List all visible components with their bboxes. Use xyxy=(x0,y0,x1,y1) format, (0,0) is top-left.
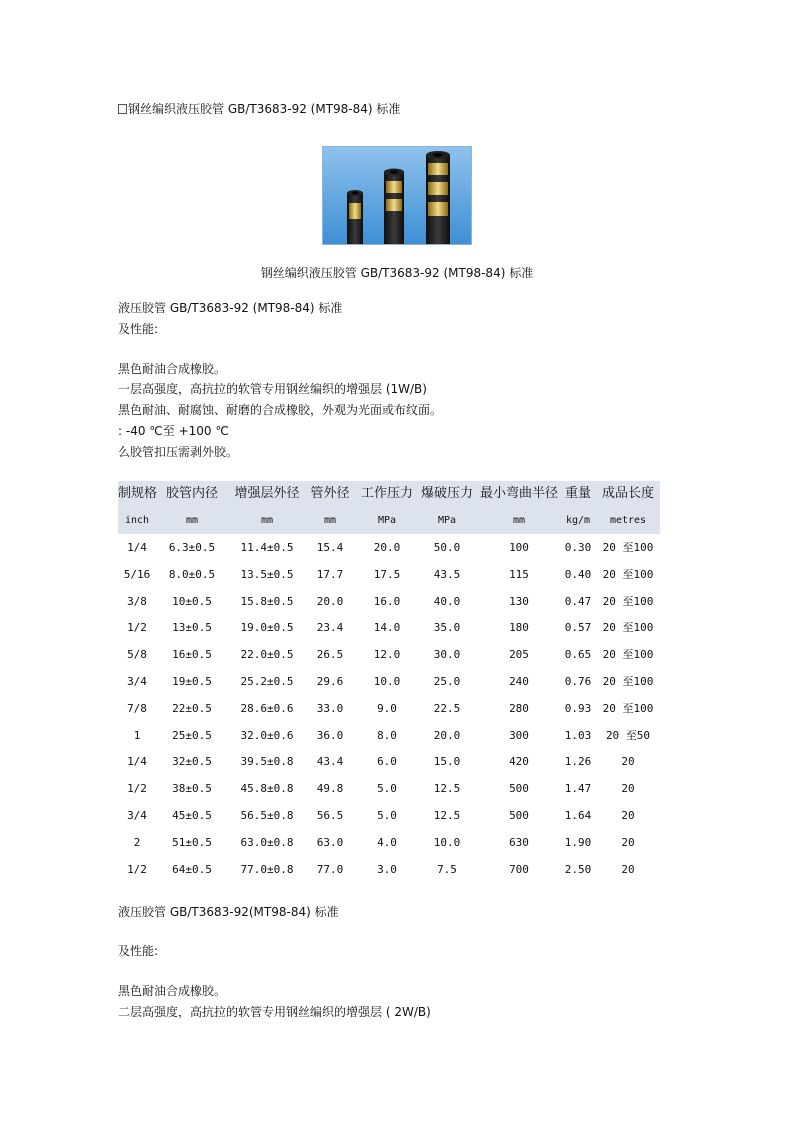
cell-burst-pressure: 25.0 xyxy=(433,675,461,688)
section1-subtitle: 及性能: xyxy=(118,322,159,336)
header-burst-pressure: 爆破压力 xyxy=(420,486,473,501)
cell-size: 1/4 xyxy=(127,755,147,769)
cell-working-pressure: 6.0 xyxy=(377,755,397,769)
cell-inner-diameter: 38±0.5 xyxy=(172,782,212,796)
cell-weight: 0.40 xyxy=(564,567,592,581)
cell-burst-pressure: 12.5 xyxy=(433,809,461,822)
cell-weight: 1.03 xyxy=(564,728,592,742)
cell-size: 3/4 xyxy=(127,675,147,688)
cell-inner-diameter: 19±0.5 xyxy=(172,675,212,688)
cell-size: 5/8 xyxy=(127,648,147,662)
cell-inner-diameter: 16±0.5 xyxy=(172,648,212,662)
cell-burst-pressure: 10.0 xyxy=(433,835,461,849)
image-caption: 钢丝编织液压胶管 GB/T3683-92 (MT98-84) 标准 xyxy=(260,266,534,280)
cell-size: 7/8 xyxy=(127,701,147,715)
unit-size: inch xyxy=(124,515,150,526)
cell-length: 20 xyxy=(621,809,635,822)
cell-burst-pressure: 50.0 xyxy=(433,541,461,554)
cell-weight: 1.47 xyxy=(564,782,592,796)
header-outer-diameter: 管外径 xyxy=(310,486,350,501)
cell-min-bend-radius: 100 xyxy=(509,541,529,554)
cell-min-bend-radius: 500 xyxy=(509,782,529,796)
cell-min-bend-radius: 500 xyxy=(509,809,529,822)
cell-weight: 1.90 xyxy=(564,835,592,849)
cell-reinforcement-od: 39.5±0.8 xyxy=(240,755,294,769)
section1-line-temperature: : -40 ℃至 +100 ℃ xyxy=(118,424,229,438)
cell-outer-diameter: 26.5 xyxy=(316,648,344,662)
cell-size: 3/8 xyxy=(127,594,147,608)
cell-outer-diameter: 15.4 xyxy=(316,541,344,554)
cell-weight: 0.93 xyxy=(564,701,592,715)
cell-inner-diameter: 25±0.5 xyxy=(172,728,212,742)
cell-working-pressure: 12.0 xyxy=(373,648,401,662)
cell-reinforcement-od: 63.0±0.8 xyxy=(240,835,294,849)
unit-reinforcement-od: mm xyxy=(260,515,274,526)
cell-inner-diameter: 8.0±0.5 xyxy=(168,567,216,581)
cell-burst-pressure: 30.0 xyxy=(433,648,461,662)
cell-length: 20 至50 xyxy=(605,728,651,742)
cell-working-pressure: 9.0 xyxy=(377,701,397,715)
cell-min-bend-radius: 630 xyxy=(509,835,529,849)
cell-length: 20 至100 xyxy=(602,675,654,688)
cell-min-bend-radius: 130 xyxy=(509,594,529,608)
cell-working-pressure: 20.0 xyxy=(373,541,401,554)
cell-min-bend-radius: 300 xyxy=(509,728,529,742)
cell-burst-pressure: 20.0 xyxy=(433,728,461,742)
cell-working-pressure: 14.0 xyxy=(373,621,401,635)
cell-reinforcement-od: 77.0±0.8 xyxy=(240,862,294,876)
cell-reinforcement-od: 28.6±0.6 xyxy=(240,701,294,715)
section1-line-inner-tube: 黑色耐油合成橡胶。 xyxy=(118,362,227,376)
section1-line-cover: 黑色耐油、耐腐蚀、耐磨的合成橡胶，外观为光面或布纹面。 xyxy=(118,403,443,417)
cell-working-pressure: 5.0 xyxy=(377,782,397,796)
cell-working-pressure: 17.5 xyxy=(373,567,401,581)
header-inner-diameter: 胶管内径 xyxy=(165,486,218,501)
cell-burst-pressure: 12.5 xyxy=(433,782,461,796)
cell-size: 2 xyxy=(133,835,141,849)
cell-working-pressure: 16.0 xyxy=(373,594,401,608)
cell-reinforcement-od: 22.0±0.5 xyxy=(240,648,294,662)
cell-inner-diameter: 64±0.5 xyxy=(172,862,212,876)
cell-min-bend-radius: 420 xyxy=(509,755,529,769)
cell-outer-diameter: 23.4 xyxy=(316,621,344,635)
cell-inner-diameter: 13±0.5 xyxy=(172,621,212,635)
cell-min-bend-radius: 180 xyxy=(509,621,529,635)
cell-length: 20 至100 xyxy=(602,701,654,715)
cell-size: 1/4 xyxy=(127,541,147,554)
cell-size: 1/2 xyxy=(127,621,147,635)
cell-weight: 0.76 xyxy=(564,675,592,688)
cell-min-bend-radius: 240 xyxy=(509,675,529,688)
section1-line-crimp-note: 么胶管扣压需剥外胶。 xyxy=(118,445,239,459)
cell-length: 20 xyxy=(621,862,635,876)
cell-length: 20 xyxy=(621,835,635,849)
cell-burst-pressure: 35.0 xyxy=(433,621,461,635)
hose-product-image xyxy=(322,146,472,245)
unit-weight: kg/m xyxy=(565,515,591,526)
cell-burst-pressure: 40.0 xyxy=(433,594,461,608)
header-length: 成品长度 xyxy=(601,486,654,501)
cell-reinforcement-od: 32.0±0.6 xyxy=(240,728,294,742)
cell-inner-diameter: 6.3±0.5 xyxy=(168,541,216,554)
document-icon xyxy=(118,104,127,114)
cell-reinforcement-od: 25.2±0.5 xyxy=(240,675,294,688)
unit-working-pressure: MPa xyxy=(377,515,397,526)
cell-size: 5/16 xyxy=(123,567,151,581)
unit-length: metres xyxy=(609,515,647,526)
section1-title: 液压胶管 GB/T3683-92 (MT98-84) 标准 xyxy=(118,301,343,315)
cell-working-pressure: 4.0 xyxy=(377,835,397,849)
document-heading xyxy=(118,101,400,117)
cell-reinforcement-od: 11.4±0.5 xyxy=(240,541,294,554)
cell-min-bend-radius: 205 xyxy=(509,648,529,662)
cell-reinforcement-od: 13.5±0.5 xyxy=(240,567,294,581)
cell-outer-diameter: 33.0 xyxy=(316,701,344,715)
cell-outer-diameter: 49.8 xyxy=(316,782,344,796)
unit-outer-diameter: mm xyxy=(323,515,337,526)
section1-line-reinforcement: 一层高强度，高抗拉的软管专用钢丝编织的增强层 (1W/B) xyxy=(118,382,427,396)
cell-min-bend-radius: 700 xyxy=(509,862,529,876)
header-min-bend-radius: 最小弯曲半径 xyxy=(479,486,558,501)
cell-working-pressure: 10.0 xyxy=(373,675,401,688)
heading-text: 钢丝编织液压胶管 GB/T3683-92 (MT98-84) 标准 xyxy=(128,102,401,116)
section2-subtitle: 及性能: xyxy=(118,944,159,958)
cell-working-pressure: 5.0 xyxy=(377,809,397,822)
cell-outer-diameter: 20.0 xyxy=(316,594,344,608)
cell-size: 3/4 xyxy=(127,809,147,822)
cell-weight: 0.47 xyxy=(564,594,592,608)
cell-outer-diameter: 63.0 xyxy=(316,835,344,849)
cell-size: 1 xyxy=(133,728,141,742)
header-size: 制规格 xyxy=(118,486,158,501)
cell-outer-diameter: 43.4 xyxy=(316,755,344,769)
cell-min-bend-radius: 115 xyxy=(509,567,529,581)
cell-burst-pressure: 43.5 xyxy=(433,567,461,581)
cell-length: 20 xyxy=(621,755,635,769)
cell-weight: 1.64 xyxy=(564,809,592,822)
cell-length: 20 至100 xyxy=(602,621,654,635)
cell-size: 1/2 xyxy=(127,862,147,876)
cell-inner-diameter: 51±0.5 xyxy=(172,835,212,849)
header-working-pressure: 工作压力 xyxy=(360,486,413,501)
cell-weight: 1.26 xyxy=(564,755,592,769)
unit-inner-diameter: mm xyxy=(185,515,199,526)
cell-outer-diameter: 29.6 xyxy=(316,675,344,688)
cell-inner-diameter: 10±0.5 xyxy=(172,594,212,608)
cell-working-pressure: 3.0 xyxy=(377,862,397,876)
cell-reinforcement-od: 19.0±0.5 xyxy=(240,621,294,635)
cell-length: 20 至100 xyxy=(602,541,654,554)
cell-outer-diameter: 17.7 xyxy=(316,567,344,581)
cell-burst-pressure: 7.5 xyxy=(437,862,457,876)
section2-line-inner-tube: 黑色耐油合成橡胶。 xyxy=(118,984,227,998)
cell-outer-diameter: 36.0 xyxy=(316,728,344,742)
cell-length: 20 至100 xyxy=(602,567,654,581)
header-reinforcement-od: 增强层外径 xyxy=(234,486,300,501)
cell-inner-diameter: 32±0.5 xyxy=(172,755,212,769)
unit-min-bend-radius: mm xyxy=(512,515,526,526)
cell-burst-pressure: 22.5 xyxy=(433,701,461,715)
cell-burst-pressure: 15.0 xyxy=(433,755,461,769)
cell-weight: 0.30 xyxy=(564,541,592,554)
cell-reinforcement-od: 45.8±0.8 xyxy=(240,782,294,796)
cell-length: 20 至100 xyxy=(602,594,654,608)
cell-weight: 0.57 xyxy=(564,621,592,635)
cell-inner-diameter: 45±0.5 xyxy=(172,809,212,822)
section2-title: 液压胶管 GB/T3683-92(MT98-84) 标准 xyxy=(118,905,339,919)
cell-weight: 0.65 xyxy=(564,648,592,662)
cell-length: 20 xyxy=(621,782,635,796)
cell-reinforcement-od: 56.5±0.8 xyxy=(240,809,294,822)
cell-working-pressure: 8.0 xyxy=(377,728,397,742)
cell-reinforcement-od: 15.8±0.5 xyxy=(240,594,294,608)
cell-length: 20 至100 xyxy=(602,648,654,662)
section2-line-reinforcement: 二层高强度，高抗拉的软管专用钢丝编织的增强层 ( 2W/B) xyxy=(118,1005,431,1019)
header-weight: 重量 xyxy=(564,486,591,501)
cell-outer-diameter: 56.5 xyxy=(316,809,344,822)
cell-weight: 2.50 xyxy=(564,862,592,876)
cell-min-bend-radius: 280 xyxy=(509,701,529,715)
cell-outer-diameter: 77.0 xyxy=(316,862,344,876)
unit-burst-pressure: MPa xyxy=(437,515,457,526)
cell-inner-diameter: 22±0.5 xyxy=(172,701,212,715)
cell-size: 1/2 xyxy=(127,782,147,796)
